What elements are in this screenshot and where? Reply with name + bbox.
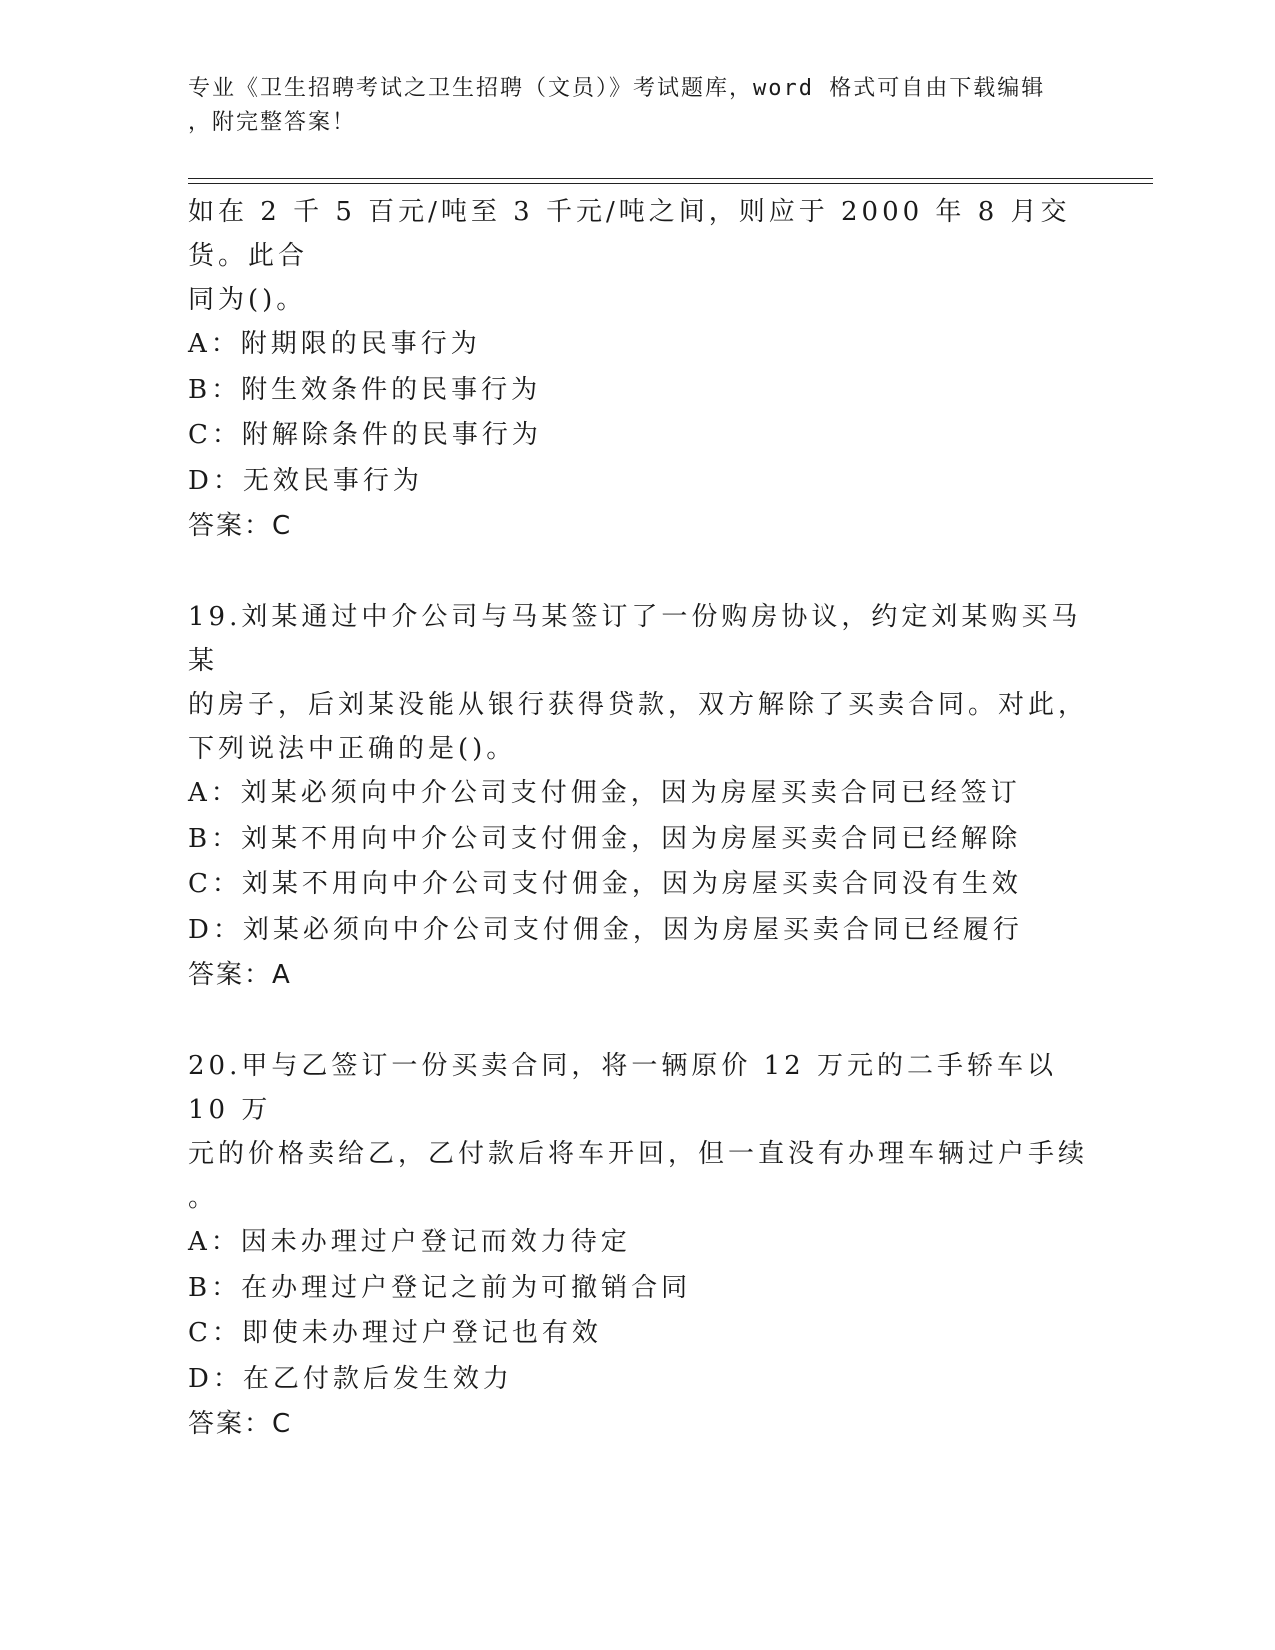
- option-b: B：附生效条件的民事行为: [188, 374, 542, 405]
- option-d: D：刘某必须向中介公司支付佣金，因为房屋买卖合同已经履行: [188, 914, 1023, 945]
- answer-line: 答案：C: [188, 511, 293, 541]
- option-d: D：在乙付款后发生效力: [188, 1363, 513, 1394]
- header-line-2: ，附完整答案！: [188, 110, 357, 135]
- option-c: C：刘某不用向中介公司支付佣金，因为房屋买卖合同没有生效: [188, 869, 1022, 899]
- question-stem-line: 的房子，后刘某没能从银行获得贷款，双方解除了买卖合同。对此，: [188, 690, 1089, 720]
- answer-line: 答案：C: [188, 1409, 293, 1439]
- question-stem-line: 如在 2 千 5 百元/吨至 3 千元/吨之间，则应于 2000 年 8 月交货。此合: [188, 197, 1071, 271]
- option-a: A：因未办理过户登记而效力待定: [188, 1227, 631, 1257]
- option-b: B：刘某不用向中介公司支付佣金，因为房屋买卖合同已经解除: [188, 823, 1022, 854]
- question-stem-line: 。: [188, 1183, 219, 1213]
- question-20: [188, 1044, 1088, 1447]
- question-stem-line: 下列说法中正确的是()。: [188, 734, 517, 764]
- question-stem-line: 20.甲与乙签订一份买卖合同，将一辆原价 12 万元的二手轿车以 10 万: [188, 1051, 1070, 1125]
- option-d: D：无效民事行为: [188, 465, 423, 496]
- spacer: [188, 998, 1088, 1044]
- question-19: [188, 595, 1088, 998]
- document-header: [188, 72, 1068, 140]
- option-c: C：附解除条件的民事行为: [188, 420, 542, 450]
- header-rule-top: [188, 178, 1153, 179]
- question-list: [188, 190, 1088, 1447]
- option-a: A：附期限的民事行为: [188, 329, 481, 359]
- answer-line: 答案：A: [188, 960, 292, 990]
- option-b: B：在办理过户登记之前为可撤销合同: [188, 1272, 692, 1303]
- header-line-1: 专业《卫生招聘考试之卫生招聘（文员）》考试题库，word 格式可自由下载编辑: [188, 76, 1046, 101]
- option-a: A：刘某必须向中介公司支付佣金，因为房屋买卖合同已经签订: [188, 778, 1021, 808]
- option-c: C：即使未办理过户登记也有效: [188, 1318, 602, 1348]
- spacer: [188, 549, 1088, 595]
- question-stem-line: 元的价格卖给乙，乙付款后将车开回，但一直没有办理车辆过户手续: [188, 1139, 1089, 1169]
- header-rule-bottom: [188, 183, 1153, 184]
- question-18: [188, 190, 1088, 549]
- question-stem-line: 同为()。: [188, 285, 307, 315]
- question-stem-line: 19.刘某通过中介公司与马某签订了一份购房协议，约定刘某购买马某: [188, 602, 1082, 676]
